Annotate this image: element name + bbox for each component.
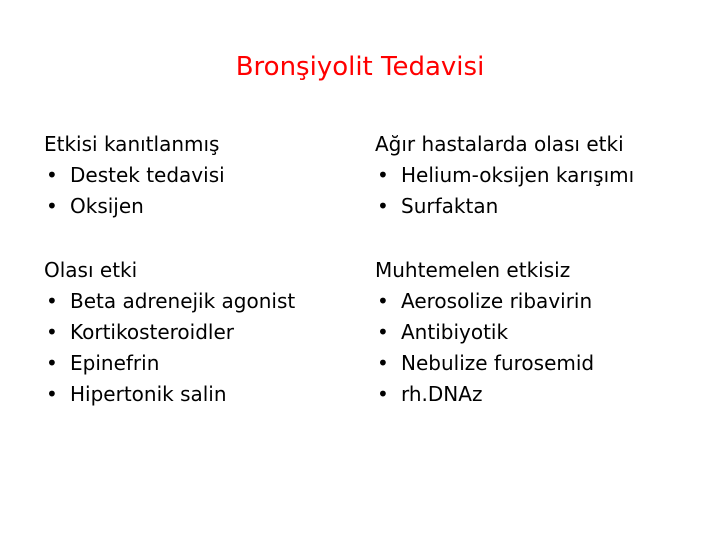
bullet-icon: • xyxy=(46,163,58,187)
bullet-icon: • xyxy=(46,382,58,406)
list-item: • Antibiyotik xyxy=(375,317,594,348)
section-probably-ineffective xyxy=(375,255,594,410)
list-item: • Helium-oksijen karışımı xyxy=(375,160,634,191)
bullet-list xyxy=(375,286,594,410)
list-item: • Kortikosteroidler xyxy=(44,317,295,348)
list-item: • Hipertonik salin xyxy=(44,379,295,410)
bullet-icon: • xyxy=(377,351,389,375)
bullet-list xyxy=(44,160,225,222)
bullet-icon: • xyxy=(377,163,389,187)
list-item: • Destek tedavisi xyxy=(44,160,225,191)
section-proven-effect xyxy=(44,129,225,222)
slide-title: Bronşiyolit Tedavisi xyxy=(235,52,485,82)
bullet-list xyxy=(44,286,295,410)
bullet-icon: • xyxy=(377,194,389,218)
bullet-icon: • xyxy=(377,320,389,344)
list-item: • Aerosolize ribavirin xyxy=(375,286,594,317)
bullet-icon: • xyxy=(46,194,58,218)
section-heading: Ağır hastalarda olası etki xyxy=(375,132,624,156)
bullet-icon: • xyxy=(46,351,58,375)
list-item: • rh.DNAz xyxy=(375,379,594,410)
list-item: • Beta adrenejik agonist xyxy=(44,286,295,317)
section-possible-effect xyxy=(44,255,295,410)
section-heading: Etkisi kanıtlanmış xyxy=(44,132,220,156)
list-item: • Oksijen xyxy=(44,191,225,222)
bullet-icon: • xyxy=(46,289,58,313)
bullet-icon: • xyxy=(377,289,389,313)
list-item: • Nebulize furosemid xyxy=(375,348,594,379)
section-heading: Muhtemelen etkisiz xyxy=(375,258,571,282)
list-item: • Surfaktan xyxy=(375,191,634,222)
section-possible-effect-severe xyxy=(375,129,634,222)
list-item: • Epinefrin xyxy=(44,348,295,379)
bullet-list xyxy=(375,160,634,222)
bullet-icon: • xyxy=(377,382,389,406)
section-heading: Olası etki xyxy=(44,258,138,282)
bullet-icon: • xyxy=(46,320,58,344)
